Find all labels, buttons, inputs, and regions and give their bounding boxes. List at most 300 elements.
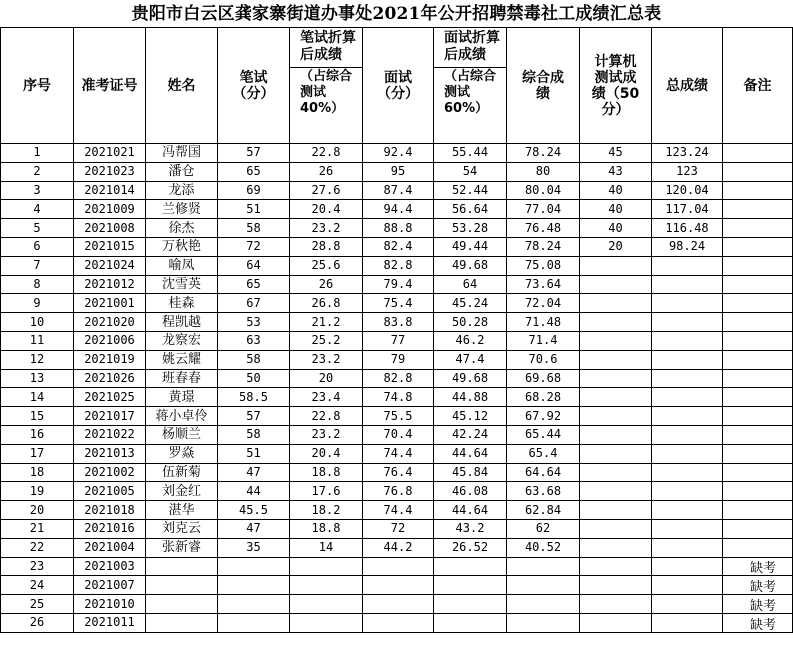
cell-written: 63 — [218, 331, 290, 350]
cell-total — [652, 388, 723, 407]
table-row — [1, 256, 793, 275]
cell-seq: 18 — [1, 463, 74, 482]
cell-name: 杨顺兰 — [146, 425, 218, 444]
cell-composite: 62.84 — [507, 501, 580, 520]
table-row — [1, 501, 793, 520]
cell-total — [652, 275, 723, 294]
cell-exam-no: 2021019 — [74, 350, 146, 369]
header-remark: 备注 — [723, 28, 793, 144]
cell-name: 兰修贤 — [146, 200, 218, 219]
cell-computer — [580, 425, 652, 444]
cell-written: 57 — [218, 144, 290, 163]
cell-computer — [580, 519, 652, 538]
cell-computer — [580, 482, 652, 501]
header-written-converted — [290, 28, 363, 144]
cell-interview: 77 — [363, 331, 434, 350]
cell-written-converted: 26 — [290, 162, 363, 181]
cell-composite: 63.68 — [507, 482, 580, 501]
table-row — [1, 482, 793, 501]
cell-exam-no: 2021011 — [74, 613, 146, 632]
cell-seq: 7 — [1, 256, 74, 275]
cell-total — [652, 557, 723, 576]
cell-computer — [580, 256, 652, 275]
cell-written-converted — [290, 595, 363, 614]
cell-composite: 62 — [507, 519, 580, 538]
cell-remark — [723, 501, 793, 520]
cell-seq: 12 — [1, 350, 74, 369]
cell-seq: 20 — [1, 501, 74, 520]
cell-interview-converted: 64 — [434, 275, 507, 294]
cell-written-converted: 20 — [290, 369, 363, 388]
cell-total — [652, 313, 723, 332]
cell-name — [146, 613, 218, 632]
cell-computer — [580, 463, 652, 482]
cell-seq: 25 — [1, 595, 74, 614]
cell-interview: 70.4 — [363, 425, 434, 444]
cell-written-converted — [290, 613, 363, 632]
cell-name: 沈雪英 — [146, 275, 218, 294]
cell-written: 44 — [218, 482, 290, 501]
cell-interview — [363, 557, 434, 576]
cell-interview — [363, 576, 434, 595]
cell-remark — [723, 294, 793, 313]
cell-computer — [580, 444, 652, 463]
cell-name: 刘克云 — [146, 519, 218, 538]
cell-remark — [723, 144, 793, 163]
cell-remark: 缺考 — [723, 595, 793, 614]
cell-remark — [723, 275, 793, 294]
cell-seq: 3 — [1, 181, 74, 200]
cell-exam-no: 2021014 — [74, 181, 146, 200]
cell-interview — [363, 613, 434, 632]
cell-interview-converted: 46.2 — [434, 331, 507, 350]
cell-interview: 87.4 — [363, 181, 434, 200]
cell-written-converted: 28.8 — [290, 237, 363, 256]
cell-total — [652, 407, 723, 426]
cell-composite: 71.48 — [507, 313, 580, 332]
cell-remark — [723, 313, 793, 332]
cell-total — [652, 463, 723, 482]
table-row — [1, 444, 793, 463]
cell-exam-no: 2021007 — [74, 576, 146, 595]
cell-written-converted — [290, 557, 363, 576]
page-title: 贵阳市白云区龚家寨街道办事处2021年公开招聘禁毒社工成绩汇总表 — [131, 4, 662, 24]
cell-written: 67 — [218, 294, 290, 313]
cell-total: 123 — [652, 162, 723, 181]
cell-interview — [363, 595, 434, 614]
cell-interview-converted: 49.44 — [434, 237, 507, 256]
cell-interview-converted: 47.4 — [434, 350, 507, 369]
cell-interview: 72 — [363, 519, 434, 538]
table-row — [1, 407, 793, 426]
cell-total — [652, 294, 723, 313]
header-composite: 综合成绩 — [507, 28, 580, 144]
cell-written-converted: 21.2 — [290, 313, 363, 332]
header-interview-converted-note: （占综合测试60%） — [444, 69, 497, 116]
cell-interview-converted: 44.64 — [434, 501, 507, 520]
cell-total — [652, 519, 723, 538]
cell-name: 万秋艳 — [146, 237, 218, 256]
score-table — [0, 27, 793, 633]
cell-seq: 15 — [1, 407, 74, 426]
cell-seq: 24 — [1, 576, 74, 595]
cell-written: 58.5 — [218, 388, 290, 407]
header-written: 笔试（分） — [218, 28, 290, 144]
cell-total — [652, 444, 723, 463]
table-row — [1, 200, 793, 219]
cell-computer — [580, 331, 652, 350]
cell-written-converted: 25.2 — [290, 331, 363, 350]
cell-name: 喻凤 — [146, 256, 218, 275]
cell-interview: 74.4 — [363, 501, 434, 520]
cell-interview: 95 — [363, 162, 434, 181]
table-row — [1, 538, 793, 557]
cell-seq: 11 — [1, 331, 74, 350]
cell-seq: 14 — [1, 388, 74, 407]
cell-interview-converted: 45.84 — [434, 463, 507, 482]
cell-remark — [723, 237, 793, 256]
cell-computer: 40 — [580, 219, 652, 238]
cell-total — [652, 369, 723, 388]
table-row — [1, 181, 793, 200]
cell-seq: 13 — [1, 369, 74, 388]
cell-name: 张新睿 — [146, 538, 218, 557]
table-row — [1, 557, 793, 576]
cell-interview: 88.8 — [363, 219, 434, 238]
cell-interview-converted — [434, 557, 507, 576]
cell-written: 57 — [218, 407, 290, 426]
cell-computer: 40 — [580, 181, 652, 200]
cell-total: 116.48 — [652, 219, 723, 238]
cell-exam-no: 2021022 — [74, 425, 146, 444]
cell-name: 蒋小卓伶 — [146, 407, 218, 426]
cell-computer — [580, 369, 652, 388]
cell-total — [652, 538, 723, 557]
cell-interview: 79.4 — [363, 275, 434, 294]
cell-written: 69 — [218, 181, 290, 200]
cell-remark — [723, 538, 793, 557]
cell-interview-converted: 53.28 — [434, 219, 507, 238]
cell-written-converted: 20.4 — [290, 444, 363, 463]
cell-remark: 缺考 — [723, 613, 793, 632]
cell-computer: 20 — [580, 237, 652, 256]
cell-total — [652, 595, 723, 614]
cell-interview-converted: 42.24 — [434, 425, 507, 444]
cell-written: 58 — [218, 425, 290, 444]
cell-seq: 16 — [1, 425, 74, 444]
cell-written-converted: 23.2 — [290, 425, 363, 444]
cell-name: 冯帮国 — [146, 144, 218, 163]
cell-composite: 67.92 — [507, 407, 580, 426]
cell-name — [146, 557, 218, 576]
cell-name: 刘金红 — [146, 482, 218, 501]
cell-total: 120.04 — [652, 181, 723, 200]
cell-interview-converted: 52.44 — [434, 181, 507, 200]
cell-total: 123.24 — [652, 144, 723, 163]
cell-computer: 40 — [580, 200, 652, 219]
cell-interview: 76.8 — [363, 482, 434, 501]
cell-exam-no: 2021004 — [74, 538, 146, 557]
cell-interview: 83.8 — [363, 313, 434, 332]
cell-remark — [723, 425, 793, 444]
cell-exam-no: 2021020 — [74, 313, 146, 332]
cell-interview-converted — [434, 576, 507, 595]
cell-composite: 80 — [507, 162, 580, 181]
cell-composite: 65.4 — [507, 444, 580, 463]
cell-total — [652, 576, 723, 595]
cell-remark — [723, 350, 793, 369]
cell-exam-no: 2021006 — [74, 331, 146, 350]
table-row — [1, 369, 793, 388]
cell-name — [146, 595, 218, 614]
cell-exam-no: 2021008 — [74, 219, 146, 238]
cell-composite: 71.4 — [507, 331, 580, 350]
cell-computer — [580, 557, 652, 576]
cell-interview-converted: 50.28 — [434, 313, 507, 332]
header-exam-no: 准考证号 — [74, 28, 146, 144]
cell-interview-converted: 46.08 — [434, 482, 507, 501]
cell-exam-no: 2021025 — [74, 388, 146, 407]
cell-name: 桂森 — [146, 294, 218, 313]
cell-remark — [723, 444, 793, 463]
cell-interview: 74.4 — [363, 444, 434, 463]
cell-interview-converted: 49.68 — [434, 369, 507, 388]
table-row — [1, 237, 793, 256]
cell-computer — [580, 501, 652, 520]
cell-exam-no: 2021017 — [74, 407, 146, 426]
cell-written: 53 — [218, 313, 290, 332]
cell-interview: 44.2 — [363, 538, 434, 557]
cell-written — [218, 576, 290, 595]
cell-exam-no: 2021015 — [74, 237, 146, 256]
cell-composite: 75.08 — [507, 256, 580, 275]
cell-written: 51 — [218, 200, 290, 219]
cell-interview-converted: 45.12 — [434, 407, 507, 426]
cell-remark — [723, 331, 793, 350]
table-row — [1, 576, 793, 595]
header-computer: 计算机测试成绩（50分） — [580, 28, 652, 144]
cell-name: 潘仓 — [146, 162, 218, 181]
cell-computer: 45 — [580, 144, 652, 163]
cell-interview: 92.4 — [363, 144, 434, 163]
cell-written: 65 — [218, 162, 290, 181]
cell-seq: 1 — [1, 144, 74, 163]
cell-name: 程凯越 — [146, 313, 218, 332]
cell-written: 58 — [218, 350, 290, 369]
table-row — [1, 162, 793, 181]
cell-remark — [723, 181, 793, 200]
cell-exam-no: 2021013 — [74, 444, 146, 463]
cell-written: 47 — [218, 519, 290, 538]
header-interview: 面试（分） — [363, 28, 434, 144]
cell-written-converted: 26.8 — [290, 294, 363, 313]
cell-name: 徐杰 — [146, 219, 218, 238]
cell-interview-converted: 43.2 — [434, 519, 507, 538]
cell-composite — [507, 613, 580, 632]
cell-written-converted: 17.6 — [290, 482, 363, 501]
cell-remark: 缺考 — [723, 557, 793, 576]
cell-written-converted — [290, 576, 363, 595]
cell-seq: 8 — [1, 275, 74, 294]
cell-total — [652, 331, 723, 350]
cell-written: 58 — [218, 219, 290, 238]
cell-computer — [580, 407, 652, 426]
cell-name: 伍新菊 — [146, 463, 218, 482]
cell-remark — [723, 369, 793, 388]
cell-interview: 74.8 — [363, 388, 434, 407]
cell-remark — [723, 219, 793, 238]
cell-written-converted: 22.8 — [290, 144, 363, 163]
cell-seq: 21 — [1, 519, 74, 538]
cell-exam-no: 2021021 — [74, 144, 146, 163]
table-row — [1, 613, 793, 632]
header-written-converted-label: 笔试折算后成绩 — [290, 28, 362, 68]
cell-remark — [723, 256, 793, 275]
cell-interview-converted: 55.44 — [434, 144, 507, 163]
cell-exam-no: 2021009 — [74, 200, 146, 219]
cell-written: 72 — [218, 237, 290, 256]
cell-written-converted: 18.2 — [290, 501, 363, 520]
cell-name: 班春春 — [146, 369, 218, 388]
cell-computer — [580, 613, 652, 632]
table-row — [1, 463, 793, 482]
table-row — [1, 350, 793, 369]
cell-exam-no: 2021024 — [74, 256, 146, 275]
cell-total: 117.04 — [652, 200, 723, 219]
cell-total — [652, 256, 723, 275]
cell-composite: 73.64 — [507, 275, 580, 294]
cell-written-converted: 14 — [290, 538, 363, 557]
cell-remark — [723, 388, 793, 407]
cell-composite: 40.52 — [507, 538, 580, 557]
cell-written: 65 — [218, 275, 290, 294]
cell-written: 45.5 — [218, 501, 290, 520]
cell-total — [652, 350, 723, 369]
cell-composite: 77.04 — [507, 200, 580, 219]
cell-seq: 23 — [1, 557, 74, 576]
cell-interview-converted: 26.52 — [434, 538, 507, 557]
cell-seq: 6 — [1, 237, 74, 256]
cell-exam-no: 2021001 — [74, 294, 146, 313]
cell-written: 50 — [218, 369, 290, 388]
cell-written-converted: 23.2 — [290, 219, 363, 238]
cell-exam-no: 2021018 — [74, 501, 146, 520]
table-row — [1, 519, 793, 538]
cell-written: 64 — [218, 256, 290, 275]
cell-composite: 76.48 — [507, 219, 580, 238]
cell-total — [652, 613, 723, 632]
cell-exam-no: 2021023 — [74, 162, 146, 181]
table-row — [1, 595, 793, 614]
cell-seq: 17 — [1, 444, 74, 463]
cell-written — [218, 613, 290, 632]
cell-written-converted: 25.6 — [290, 256, 363, 275]
cell-written-converted: 22.8 — [290, 407, 363, 426]
cell-remark — [723, 407, 793, 426]
header-row — [1, 28, 793, 144]
cell-interview-converted: 44.64 — [434, 444, 507, 463]
cell-total — [652, 482, 723, 501]
cell-remark — [723, 482, 793, 501]
cell-computer — [580, 538, 652, 557]
header-total: 总成绩 — [652, 28, 723, 144]
cell-remark — [723, 200, 793, 219]
table-row — [1, 313, 793, 332]
header-interview-converted-label: 面试折算后成绩 — [434, 28, 506, 68]
cell-computer — [580, 595, 652, 614]
cell-written — [218, 557, 290, 576]
cell-computer — [580, 388, 652, 407]
cell-interview: 82.8 — [363, 256, 434, 275]
cell-seq: 22 — [1, 538, 74, 557]
cell-written-converted: 23.2 — [290, 350, 363, 369]
header-interview-converted — [434, 28, 507, 144]
cell-interview: 82.4 — [363, 237, 434, 256]
cell-composite: 80.04 — [507, 181, 580, 200]
cell-remark — [723, 519, 793, 538]
cell-composite: 65.44 — [507, 425, 580, 444]
cell-interview: 79 — [363, 350, 434, 369]
header-name: 姓名 — [146, 28, 218, 144]
cell-seq: 9 — [1, 294, 74, 313]
cell-name: 龙添 — [146, 181, 218, 200]
table-row — [1, 144, 793, 163]
cell-written-converted: 18.8 — [290, 519, 363, 538]
cell-remark — [723, 162, 793, 181]
cell-seq: 2 — [1, 162, 74, 181]
table-row — [1, 388, 793, 407]
cell-interview: 76.4 — [363, 463, 434, 482]
cell-seq: 10 — [1, 313, 74, 332]
cell-remark: 缺考 — [723, 576, 793, 595]
cell-written — [218, 595, 290, 614]
cell-name: 黄璟 — [146, 388, 218, 407]
cell-composite: 78.24 — [507, 144, 580, 163]
cell-exam-no: 2021003 — [74, 557, 146, 576]
cell-written-converted: 23.4 — [290, 388, 363, 407]
cell-seq: 19 — [1, 482, 74, 501]
cell-composite: 69.68 — [507, 369, 580, 388]
cell-name: 罗焱 — [146, 444, 218, 463]
cell-written-converted: 20.4 — [290, 200, 363, 219]
cell-exam-no: 2021005 — [74, 482, 146, 501]
table-row — [1, 275, 793, 294]
cell-computer — [580, 275, 652, 294]
cell-interview-converted: 56.64 — [434, 200, 507, 219]
cell-composite: 72.04 — [507, 294, 580, 313]
cell-computer — [580, 576, 652, 595]
cell-composite: 78.24 — [507, 237, 580, 256]
cell-computer — [580, 294, 652, 313]
cell-exam-no: 2021010 — [74, 595, 146, 614]
cell-name: 湛华 — [146, 501, 218, 520]
cell-interview-converted: 54 — [434, 162, 507, 181]
cell-composite — [507, 595, 580, 614]
cell-name — [146, 576, 218, 595]
table-row — [1, 425, 793, 444]
cell-written-converted: 26 — [290, 275, 363, 294]
table-row — [1, 331, 793, 350]
cell-written: 51 — [218, 444, 290, 463]
cell-interview: 75.5 — [363, 407, 434, 426]
cell-composite — [507, 576, 580, 595]
cell-interview-converted: 44.88 — [434, 388, 507, 407]
cell-total: 98.24 — [652, 237, 723, 256]
cell-interview: 94.4 — [363, 200, 434, 219]
cell-composite: 68.28 — [507, 388, 580, 407]
cell-seq: 5 — [1, 219, 74, 238]
cell-interview-converted — [434, 595, 507, 614]
